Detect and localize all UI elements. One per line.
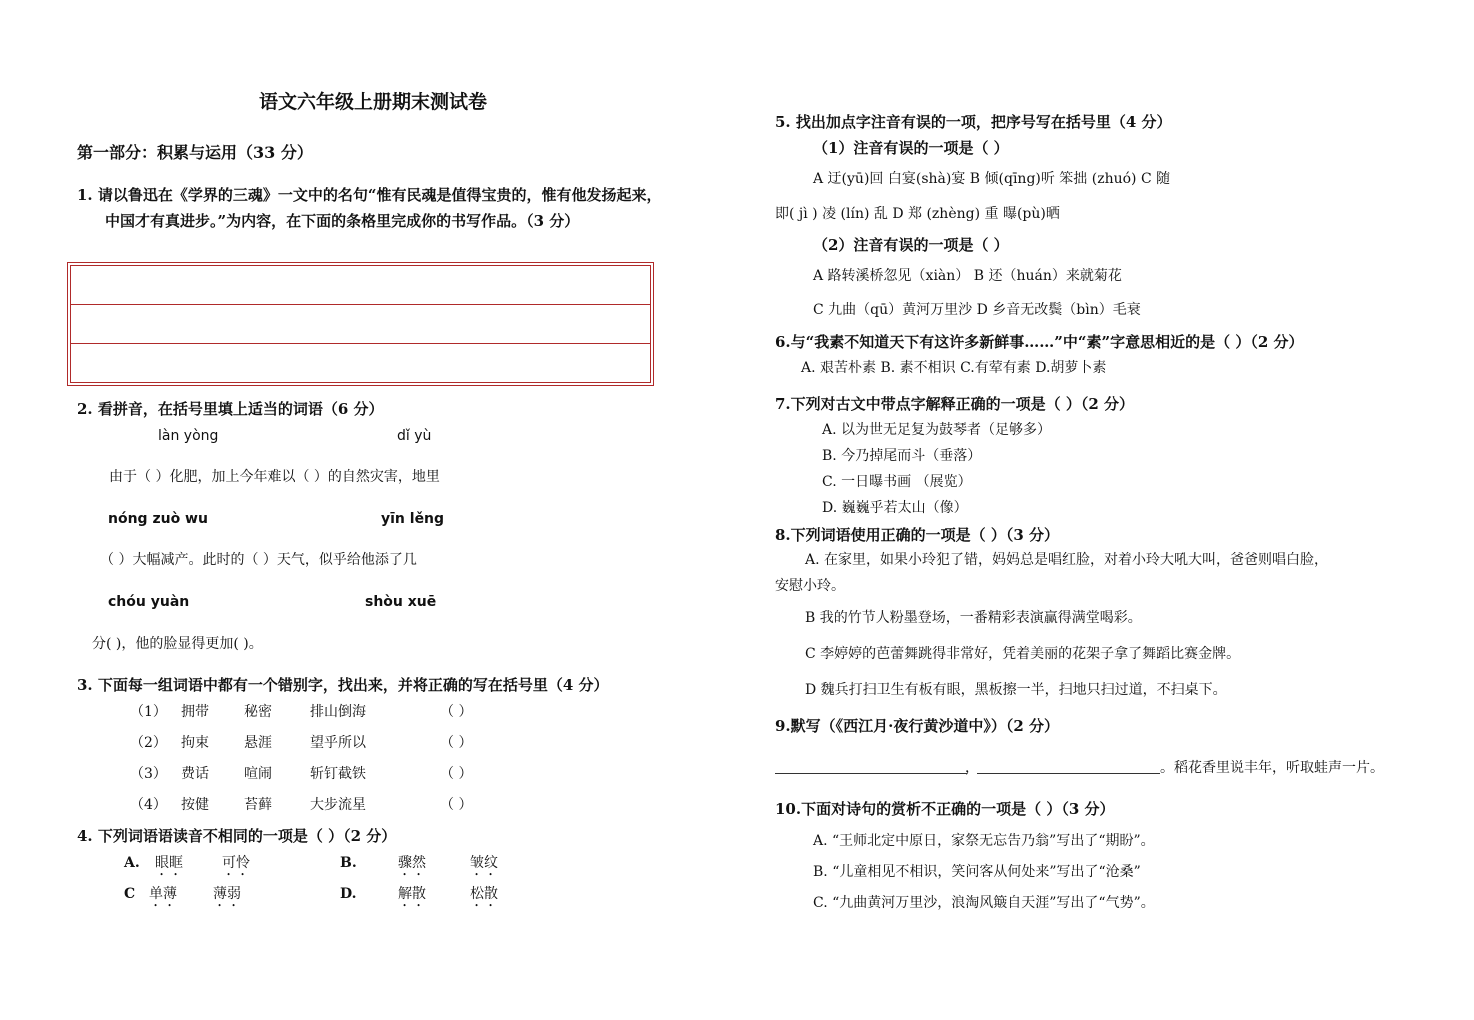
q2-heading: 2. 看拼音，在括号里填上适当的词语（6 分） — [77, 400, 384, 418]
q3-word: 大步流星 — [310, 797, 366, 813]
section-heading: 第一部分：积累与运用（33 分） — [77, 143, 313, 162]
pinyin-shouxue: shòu xuē — [365, 594, 437, 610]
q5-heading: 5. 找出加点字注音有误的一项，把序号写在括号里（4 分） — [775, 113, 1172, 131]
q4-option-label: C — [124, 886, 136, 902]
q4-heading: 4. 下列词语语读音不相同的一项是（ ）（2 分） — [77, 827, 397, 845]
q9-heading: 9.默写（《西江月·夜行黄沙道中》）（2 分） — [775, 717, 1060, 735]
q2-sentence-1: 由于（ ）化肥，加上今年难以（ ）的自然灾害，地里 — [109, 469, 440, 485]
q4-word: 皱纹 — [470, 855, 498, 871]
q6-options: A. 艰苦朴素 B. 素不相识 C.有荤有素 D.胡萝卜素 — [801, 360, 1107, 376]
q8-option-c: C 李婷婷的芭蕾舞跳得非常好，凭着美丽的花架子拿了舞蹈比赛金牌。 — [805, 646, 1241, 662]
q7-option-c: C. 一日曝书画 （展览） — [822, 474, 972, 490]
writing-row[interactable] — [71, 266, 650, 305]
q9-poem-line: 。稻花香里说丰年，听取蛙声一片。 — [1160, 760, 1384, 776]
q5-sub1-options-line1: A 迂(yū)回 白宴(shà)宴 B 倾(qīng)听 笨拙 (zhuó) C 随 — [813, 171, 1171, 187]
q3-heading: 3. 下面每一组词语中都有一个错别字，找出来，并将正确的写在括号里（4 分） — [77, 676, 609, 694]
q5-sub2-options-line1: A 路转溪桥忽见（xiàn） B 还（huán）来就菊花 — [813, 268, 1122, 284]
q4-word: 薄弱 — [213, 886, 241, 902]
q3-word: 按健 — [181, 797, 209, 813]
q3-word: 拘束 — [181, 735, 209, 751]
q3-row-num: （4） — [130, 797, 167, 813]
q8-option-b: B 我的竹节人粉墨登场，一番精彩表演赢得满堂喝彩。 — [805, 610, 1142, 626]
q4-word: 可怜 — [222, 855, 250, 871]
q8-option-a-line2: 安慰小玲。 — [775, 578, 845, 594]
q7-option-b: B. 今乃掉尾而斗（垂落） — [822, 448, 982, 464]
q5-sub1-options-line2: 即( jì ) 凌 (lín) 乱 D 郑 (zhèng) 重 曝(pù)晒 — [775, 206, 1060, 222]
q4-option-label: D. — [340, 886, 357, 902]
q4-word: 解散 — [398, 886, 426, 902]
q6-heading: 6.与“我素不知道天下有这许多新鲜事……”中“素”字意思相近的是（ ）（2 分） — [775, 333, 1304, 351]
writing-row[interactable] — [71, 305, 650, 344]
q5-sub2-options-line2: C 九曲（qū）黄河万里沙 D 乡音无改鬓（bìn）毛衰 — [813, 302, 1141, 318]
q7-heading: 7.下列对古文中带点字解释正确的一项是（ ）（2 分） — [775, 395, 1135, 413]
pinyin-lanyong: làn yòng — [158, 428, 219, 444]
q3-answer-blank[interactable]: （ ） — [440, 704, 473, 720]
q9-blank-2[interactable] — [977, 773, 1160, 774]
q10-option-c: C. “九曲黄河万里沙，浪淘风簸自天涯”写出了“气势”。 — [813, 895, 1155, 911]
q2-sentence-3: 分( )，他的脸显得更加( )。 — [92, 636, 263, 652]
q3-answer-blank[interactable]: （ ） — [440, 797, 473, 813]
q7-option-a: A. 以为世无足复为鼓琴者（足够多） — [822, 422, 1052, 438]
q3-row-num: （1） — [130, 704, 167, 720]
writing-row[interactable] — [71, 344, 650, 382]
pinyin-diyu: dǐ yù — [397, 428, 432, 444]
q3-word: 排山倒海 — [310, 704, 366, 720]
q3-word: 斩钉截铁 — [310, 766, 366, 782]
q1-line2: 中国才有真进步。”为内容，在下面的条格里完成你的书写作品。（3 分） — [105, 212, 580, 230]
q3-word: 费话 — [181, 766, 209, 782]
q9-blank-1[interactable] — [775, 773, 967, 774]
q3-row-num: （2） — [130, 735, 167, 751]
q4-word: 眼眶 — [155, 855, 183, 871]
q4-word: 松散 — [470, 886, 498, 902]
q3-answer-blank[interactable]: （ ） — [440, 766, 473, 782]
q3-row-num: （3） — [130, 766, 167, 782]
q7-option-d: D. 巍巍乎若太山（像） — [822, 500, 968, 516]
q5-sub2: （2）注音有误的一项是（ ） — [813, 236, 1009, 254]
q10-heading: 10.下面对诗句的赏析不正确的一项是（ ）（3 分） — [775, 800, 1115, 818]
q3-word: 苔藓 — [244, 797, 272, 813]
q2-sentence-2: （ ）大幅减产。此时的（ ）天气，似乎给他添了几 — [100, 552, 417, 568]
q4-option-label: B. — [340, 855, 357, 871]
q4-word: 单薄 — [149, 886, 177, 902]
pinyin-yinleng: yīn lěng — [381, 511, 445, 527]
q3-answer-blank[interactable]: （ ） — [440, 735, 473, 751]
page-title: 语文六年级上册期末测试卷 — [259, 91, 488, 113]
q3-word: 拥带 — [181, 704, 209, 720]
q4-option-label: A. — [124, 855, 140, 871]
writing-grid — [67, 262, 654, 386]
q4-word: 骤然 — [398, 855, 426, 871]
q3-word: 秘密 — [244, 704, 272, 720]
pinyin-nongzuowu: nóng zuò wu — [108, 511, 208, 527]
q1-line1: 1. 请以鲁迅在《学界的三魂》一文中的名句“惟有民魂是值得宝贵的，惟有他发扬起来， — [77, 186, 662, 204]
pinyin-chouyuan: chóu yuàn — [108, 594, 190, 610]
q8-option-a-line1: A. 在家里，如果小玲犯了错，妈妈总是唱红脸，对着小玲大吼大叫，爸爸则唱白脸， — [805, 552, 1329, 568]
q10-option-b: B. “儿童相见不相识，笑问客从何处来”写出了“沧桑” — [813, 864, 1141, 880]
q8-heading: 8.下列词语使用正确的一项是（ ）（3 分） — [775, 526, 1060, 544]
q10-option-a: A. “王师北定中原日，家祭无忘告乃翁”写出了“期盼”。 — [813, 833, 1155, 849]
q3-word: 悬涯 — [244, 735, 272, 751]
q8-option-d: D 魏兵打扫卫生有板有眼，黑板擦一半，扫地只扫过道，不扫桌下。 — [805, 682, 1227, 698]
q5-sub1: （1）注音有误的一项是（ ） — [813, 139, 1009, 157]
q3-word: 望乎所以 — [310, 735, 366, 751]
q9-comma: ， — [965, 760, 979, 776]
q3-word: 喧闹 — [244, 766, 272, 782]
